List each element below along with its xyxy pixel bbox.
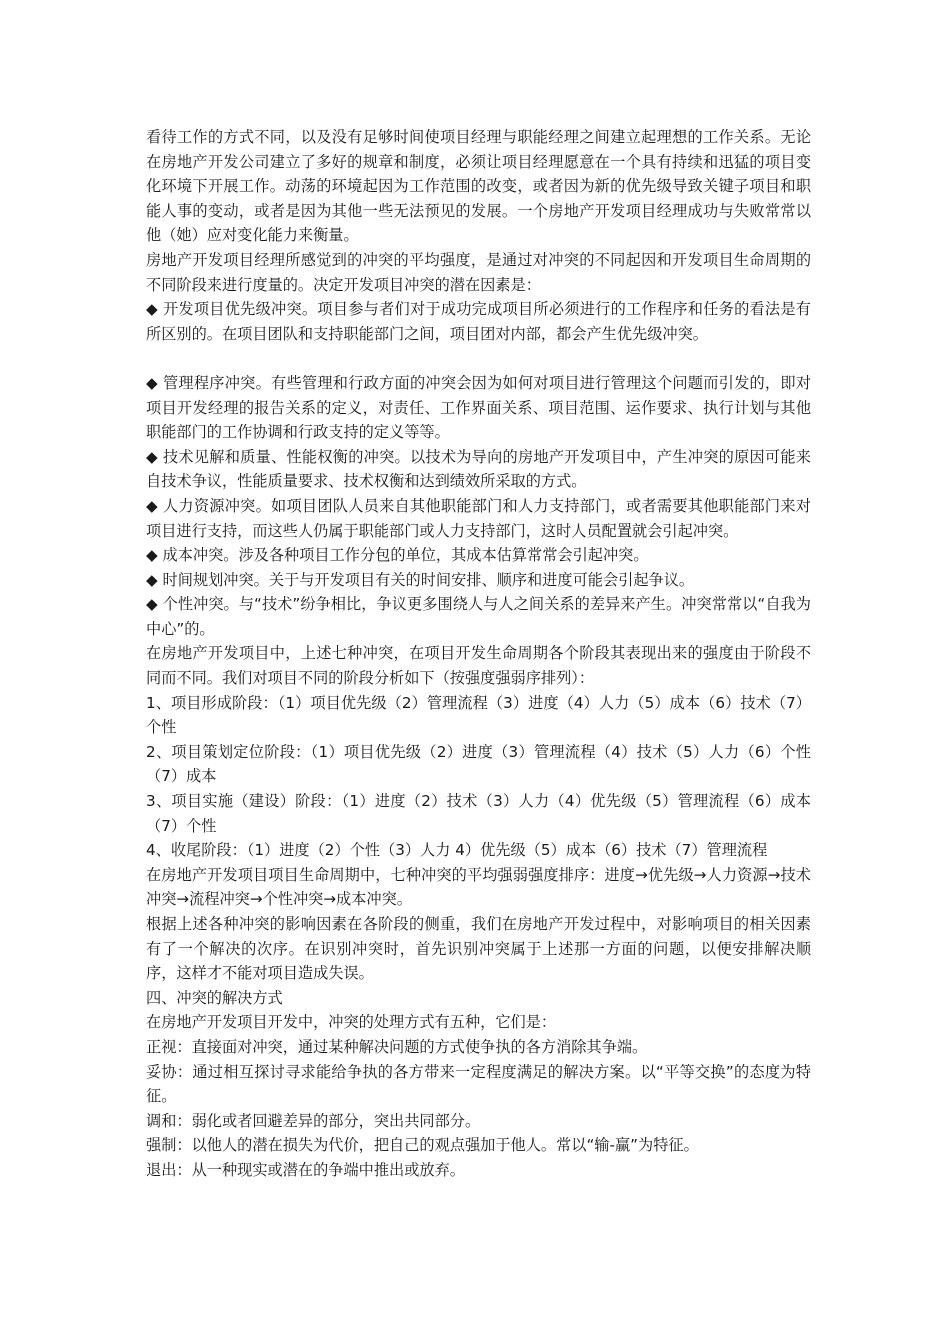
paragraph-stage-analysis: 在房地产开发项目中，上述七种冲突，在项目开发生命周期各个阶段其表现出来的强度由于阶段不同而不同。我们对项目不同的阶段分析如下（按强度强弱序排列）： bbox=[146, 644, 811, 688]
bullet-management-procedure-conflict: ◆ 管理程序冲突。有些管理和行政方面的冲突会因为如何对项目进行管理这个问题而引发的，即对项目开发经理的报告关系的定义，对责任、工作界面关系、项目范围、运作要求、执行计划与其他职能部门的工作协调和行政支持的定义等等。 bbox=[146, 373, 811, 442]
bullet-personality-conflict: ◆ 个性冲突。与“技术”纷争相比，争议更多围绕人与人之间关系的差异来产生。冲突常常以“自我为中心”的。 bbox=[146, 595, 811, 638]
method-withdraw: 退出：从一种现实或潜在的争端中推出或放弃。 bbox=[146, 1160, 465, 1179]
list-item-stage-2: 2、项目策划定位阶段：（1）项目优先级（2）进度（3）管理流程（4）技术（5）人力（6）个性（7）成本 bbox=[146, 742, 811, 786]
bullet-technical-conflict: ◆ 技术见解和质量、性能权衡的冲突。以技术为导向的房地产开发项目中，产生冲突的原因可能来自技术争议，性能质量要求、技术权衡和达到绩效所采取的方式。 bbox=[146, 447, 811, 491]
method-compromise: 妥协：通过相互探讨寻求能给争执的各方带来一定程度满足的解决方案。以“平等交换”的态度为特征。 bbox=[146, 1062, 811, 1106]
section-heading-resolution: 四、冲突的解决方式 bbox=[146, 988, 283, 1007]
paragraph-conflict-intensity: 房地产开发项目经理所感觉到的冲突的平均强度，是通过对冲突的不同起因和开发项目生命周期的不同阶段来进行度量的。决定开发项目冲突的潜在因素是： bbox=[146, 250, 811, 294]
bullet-cost-conflict: ◆ 成本冲突。涉及各种项目工作分包的单位，其成本估算常常会引起冲突。 bbox=[146, 546, 649, 565]
paragraph-five-methods: 在房地产开发项目开发中，冲突的处理方式有五种，它们是： bbox=[146, 1013, 557, 1032]
method-force: 强制：以他人的潜在损失为代价，把自己的观点强加于他人。常以“输-赢”为特征。 bbox=[146, 1136, 699, 1155]
method-confront: 正视：直接面对冲突，通过某种解决问题的方式使争执的各方消除其争端。 bbox=[146, 1037, 648, 1056]
paragraph-resolution-order: 根据上述各种冲突的影响因素在各阶段的侧重，我们在房地产开发过程中，对影响项目的相关因素有了一个解决的次序。在识别冲突时，首先识别冲突属于上述那一方面的问题，以便安排解决顺序，这样才不能对项目造成失误。 bbox=[146, 915, 811, 983]
list-item-stage-4: 4、收尾阶段：（1）进度（2）个性（3）人力 4）优先级（5）成本（6）技术（7）管理流程 bbox=[146, 841, 768, 860]
bullet-schedule-conflict: ◆ 时间规划冲突。关于与开发项目有关的时间安排、顺序和进度可能会引起争议。 bbox=[146, 570, 695, 589]
paragraph-intro-continued: 看待工作的方式不同，以及没有足够时间使项目经理与职能经理之间建立起理想的工作关系。无论在房地产开发公司建立了多好的规章和制度，必须让项目经理愿意在一个具有持续和迅猛的项目变化环境下开展工作。动荡的环境起因为工作范围的改变，或者因为新的优先级导致关键子项目和职能人事的变动，或者是因为其他一些无法预见的发展。一个房地产开发项目经理成功与失败常常以他（她）应对变化能力来衡量。 bbox=[146, 128, 811, 245]
bullet-human-resource-conflict: ◆ 人力资源冲突。如项目团队人员来自其他职能部门和人力支持部门，或者需要其他职能部门来对项目进行支持，而这些人仍属于职能部门或人力支持部门，这时人员配置就会引起冲突。 bbox=[146, 496, 811, 540]
blank-line bbox=[146, 346, 811, 371]
list-item-stage-3: 3、项目实施（建设）阶段：（1）进度（2）技术（3）人力（4）优先级（5）管理流程（6）成本（7）个性 bbox=[146, 792, 811, 835]
list-item-stage-1: 1、项目形成阶段：（1）项目优先级（2）管理流程（3）进度（4）人力（5）成本（6）技术（7）个性 bbox=[146, 693, 811, 737]
paragraph-average-ranking: 在房地产开发项目项目生命周期中，七种冲突的平均强弱强度排序：进度→优先级→人力资源→技术冲突→流程冲突→个性冲突→成本冲突。 bbox=[146, 865, 811, 909]
document-body bbox=[146, 125, 811, 1183]
method-smooth: 调和：弱化或者回避差异的部分，突出共同部分。 bbox=[146, 1111, 481, 1130]
bullet-priority-conflict: ◆ 开发项目优先级冲突。项目参与者们对于成功完成项目所必须进行的工作程序和任务的看法是有所区别的。在项目团队和支持职能部门之间，项目团对内部，都会产生优先级冲突。 bbox=[146, 300, 811, 343]
